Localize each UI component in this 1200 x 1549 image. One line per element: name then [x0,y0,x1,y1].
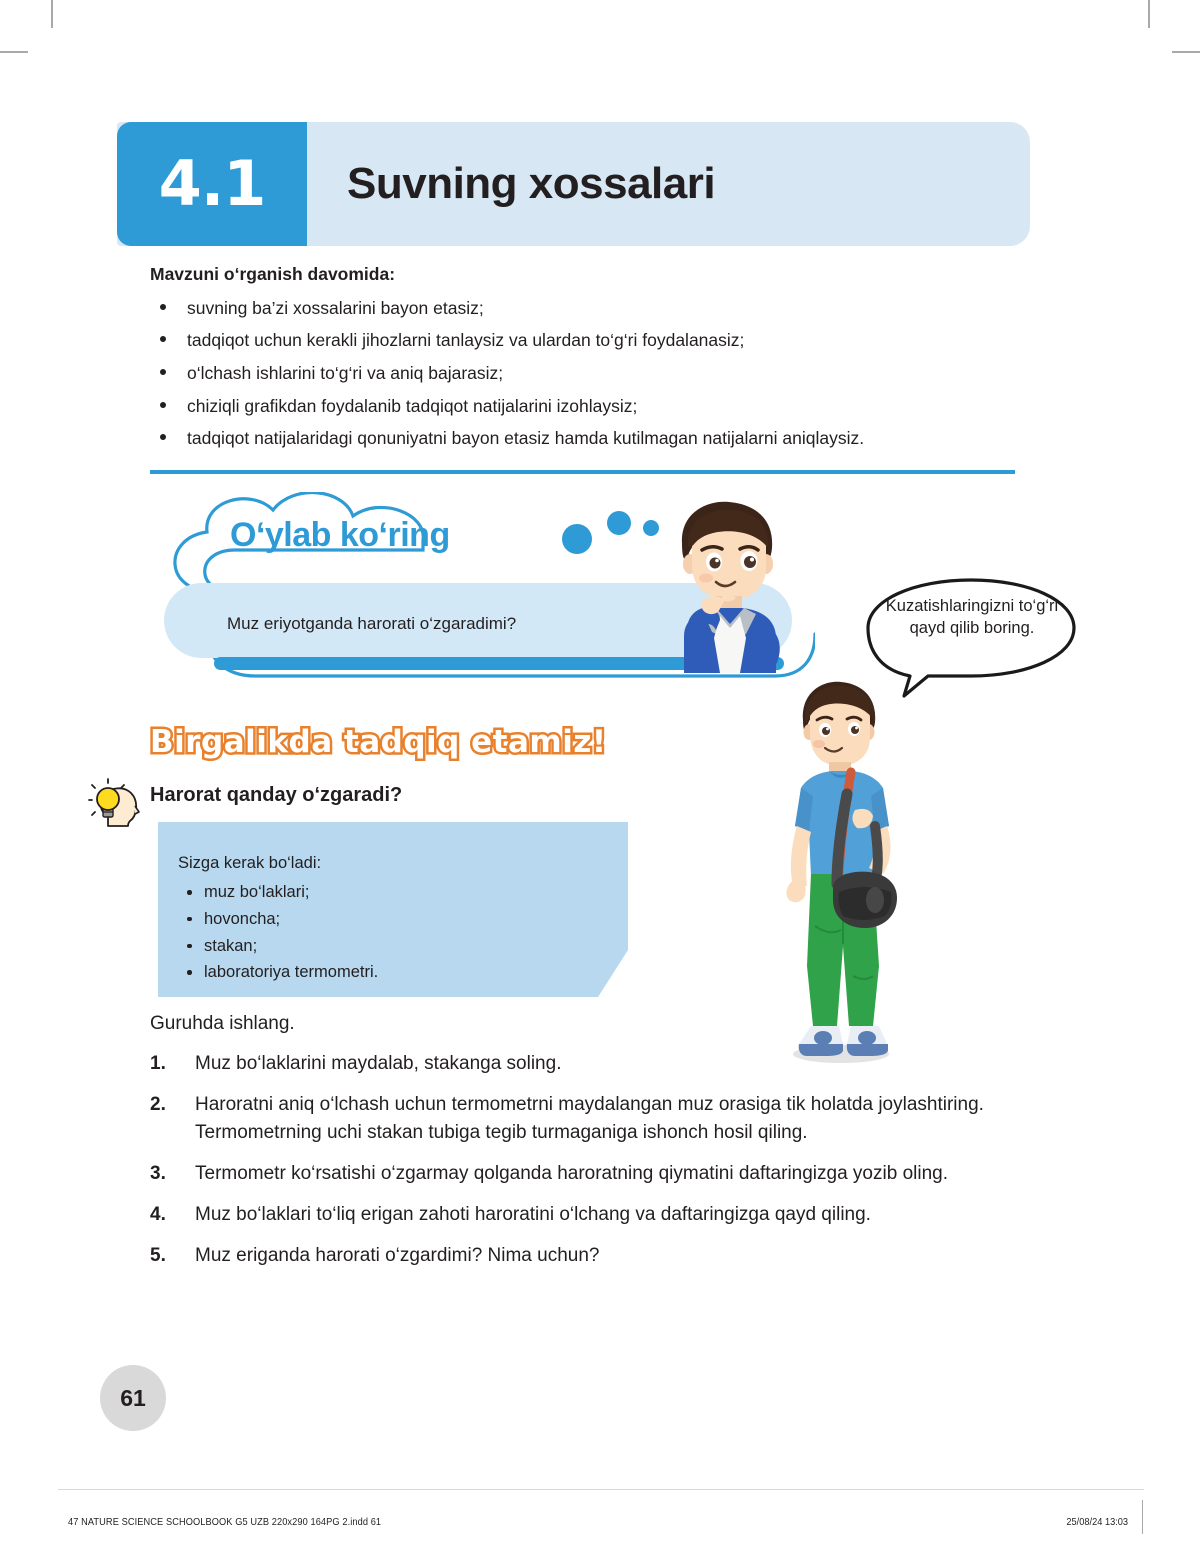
section-number: 4.1 [158,147,266,220]
list-item: tadqiqot natijalaridagi qonuniyatni bayon etasiz hamda kutilmagan natijalarni aniqlaysiz. [150,425,1030,452]
step-number: 3. [150,1162,166,1184]
step-number: 1. [150,1053,166,1074]
procedure-lead: Guruhda ishlang. [150,1013,295,1034]
step-text: Muz bo‘laklari to‘liq erigan zahoti haroratini o‘lchang va daftaringizga qayd qiling. [195,1203,871,1225]
speech-bubble-text: Kuzatishlaringizni to‘g‘ri qayd qilib boring. [885,597,1059,637]
list-item: chiziqli grafikdan foydalanib tadqiqot natijalarini izohlaysiz; [150,393,1030,420]
materials-box [158,822,628,997]
procedure-step [150,1091,1030,1147]
list-item: muz bo‘laklari; [178,879,598,906]
materials-title: Sizga kerak bo‘ladi: [178,854,322,872]
section-divider [150,470,1015,474]
chapter-header [117,122,1030,246]
crop-mark-bottom-right [1142,1500,1143,1534]
think-question-text: Muz eriyotganda harorati o‘zgaradimi? [227,614,517,633]
crop-mark-top-right [1148,0,1150,28]
step-text: Termometr ko‘rsatishi o‘zgarmay qolganda haroratning qiymatini daftaringizga yozib oling. [195,1162,948,1184]
decorative-dot-medium [607,511,631,535]
objectives-title: Mavzuni o‘rganish davomida: [150,264,396,284]
list-item: hovoncha; [178,906,598,933]
step-text: Muz bo‘laklarini maydalab, stakanga soling. [195,1053,562,1074]
crop-mark-top-left [51,0,53,28]
objectives-list [150,295,1030,453]
step-number: 5. [150,1244,166,1266]
page-title: Suvning xossalari [347,159,716,208]
procedure-step [150,1201,1030,1229]
investigate-banner: Birgalikda tadqiq etamiz! [150,724,607,760]
procedure-step [150,1050,1030,1078]
step-text: Muz eriganda harorati o‘zgardimi? Nima uchun? [195,1244,600,1266]
crop-mark-left-top [0,51,28,53]
thinking-boy-illustration [654,498,804,673]
procedure-step [150,1160,1030,1188]
lightbulb-head-icon [88,778,142,828]
section-number-badge [117,122,307,246]
materials-list [178,879,598,986]
procedure-step [150,1242,1030,1270]
think-heading: O‘ylab ko‘ring [230,516,450,554]
list-item: laboratoriya termometri. [178,959,598,986]
decorative-dot-large [562,524,592,554]
investigate-subheading: Harorat qanday o‘zgaradi? [150,784,403,806]
footer-timestamp: 25/08/24 13:03 [1066,1516,1128,1528]
page-number-badge: 61 [100,1365,166,1431]
list-item: o‘lchash ishlarini to‘g‘ri va aniq bajarasiz; [150,360,1030,387]
step-number: 4. [150,1203,166,1225]
footer-divider [58,1489,1144,1490]
objectives-block [150,263,1030,458]
list-item: tadqiqot uchun kerakli jihozlarni tanlaysiz va ulardan to‘g‘ri foydalanasiz; [150,327,1030,354]
crop-mark-right-top [1172,51,1200,53]
student-with-bag-illustration [755,676,915,1066]
list-item: stakan; [178,933,598,960]
footer-file-info: 47 NATURE SCIENCE SCHOOLBOOK G5 UZB 220x290 164PG 2.indd 61 [68,1516,382,1528]
step-number: 2. [150,1093,166,1115]
procedure-steps [150,1050,1030,1283]
list-item: suvning ba’zi xossalarini bayon etasiz; [150,295,1030,322]
step-text: Haroratni aniq o‘lchash uchun termometrni maydalangan muz orasiga tik holatda joylashtiring. Termometrning uchi stakan tubiga tegib turmaganiga ishonch hosil qiling. [195,1093,984,1143]
